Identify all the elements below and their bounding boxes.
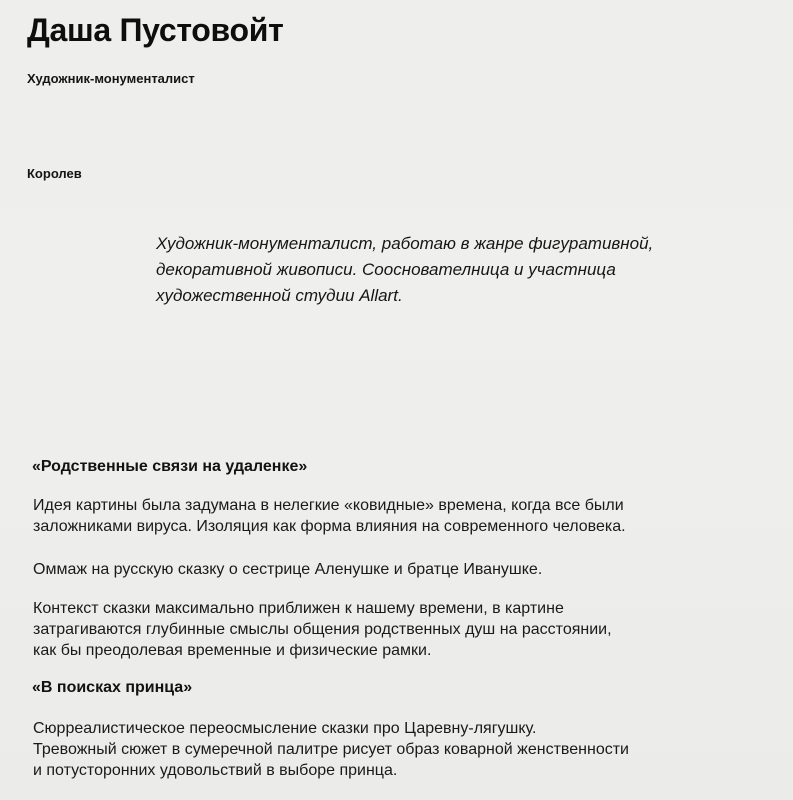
- bio-line: Художник-монументалист, работаю в жанре фигуративной,: [156, 234, 654, 253]
- work-title: «Родственные связи на удаленке»: [32, 458, 308, 475]
- artist-name: Даша Пустовойт: [27, 12, 284, 48]
- paragraph-line: как бы преодолевая временные и физические рамки.: [33, 642, 432, 659]
- paragraph-line: Тревожный сюжет в сумеречной палитре рисует образ коварной женственности: [33, 741, 629, 758]
- bio-line: декоративной живописи. Сооснователница и участница: [156, 260, 616, 279]
- work-paragraph: [33, 718, 773, 781]
- artist-bio: [156, 231, 756, 309]
- paragraph-line: затрагиваются глубинные смыслы общения родственных душ на расстоянии,: [33, 621, 612, 638]
- paragraph-line: Сюрреалистическое переосмысление сказки про Царевну-лягушку.: [33, 720, 537, 737]
- bio-line: художественной студии Allart.: [156, 286, 403, 305]
- work-paragraph: [33, 495, 773, 537]
- paragraph-line: Идея картины была задумана в нелегкие «ковидные» времена, когда все были: [33, 497, 624, 514]
- paragraph-line: и потусторонних удовольствий в выборе принца.: [33, 762, 398, 779]
- work-paragraph: [33, 559, 773, 580]
- artist-city: Королев: [27, 166, 82, 181]
- work-paragraph: [33, 598, 773, 661]
- artist-role: Художник-монументалист: [27, 71, 195, 86]
- paragraph-line: заложниками вируса. Изоляция как форма влияния на современного человека.: [33, 518, 626, 535]
- paragraph-line: Оммаж на русскую сказку о сестрице Аленушке и братце Иванушке.: [33, 561, 543, 578]
- work-title: «В поисках принца»: [32, 679, 193, 696]
- paragraph-line: Контекст сказки максимально приближен к нашему времени, в картине: [33, 600, 564, 617]
